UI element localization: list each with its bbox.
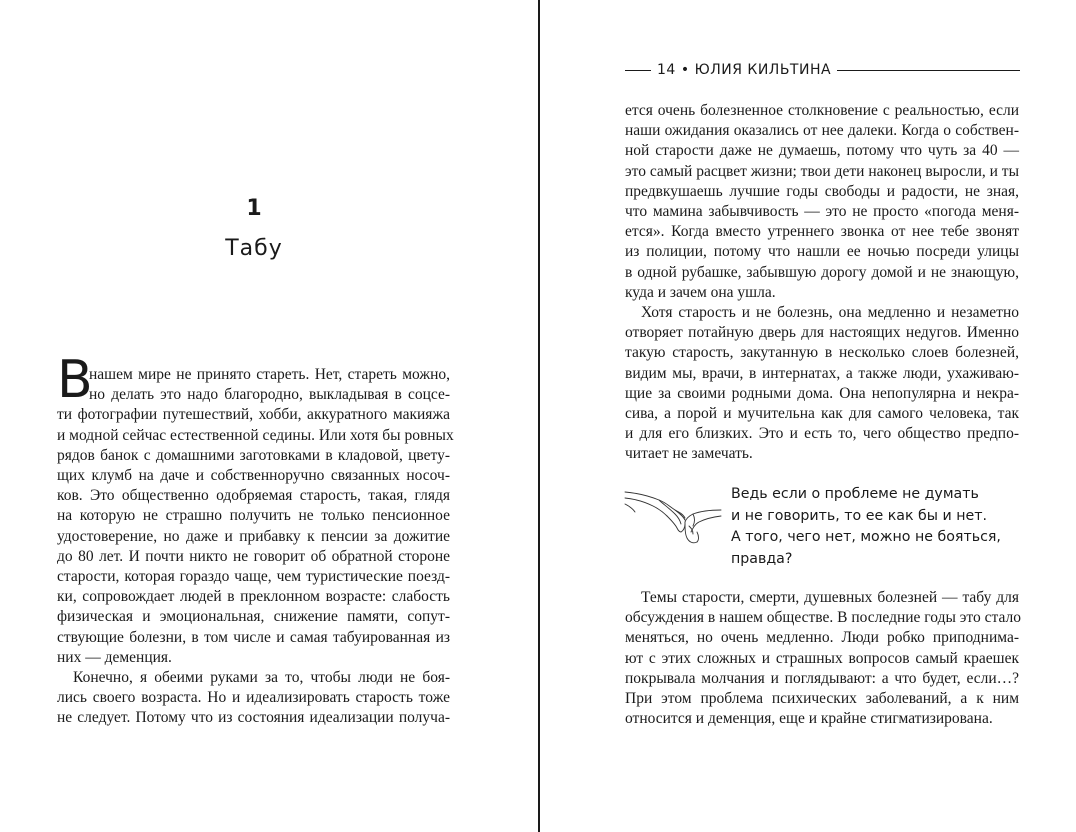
text-line: ют с этих сложных и страшных вопросов самый краешек [625,649,1019,667]
text-line: сива, а порой и мучительна как для самого человека, так [625,405,1019,423]
text-line: читает не замечать. [625,445,753,463]
pullquote-line: А того, чего нет, можно не бояться, [731,529,1001,546]
text-line: ется очень болезненное столкновение с реальностью, если [625,102,1019,119]
text-line: но делать это надо благородно, выкладывая в соцсе- [89,386,450,404]
running-head-bullet: • [680,62,690,78]
text-line: куда и зачем она ушла. [625,283,776,301]
right-body-text-top [625,101,1019,465]
text-line: в одной рубашке, забывшую дорогу домой и не знающую, [625,263,1019,281]
drop-cap: В [57,350,93,410]
running-head [625,60,1020,80]
right-body-text-bottom [625,588,1019,729]
text-line: ков. Это общественно одобряемая старость, такая, глядя [57,487,450,505]
text-line: При этом проблема психических заболеваний, а к ним [625,690,1019,708]
text-line: ется». Когда вместо утреннего звонка от нее тебе звонят [625,223,1019,241]
text-line: рядов банок с домашними заготовками в кладовой, цвету- [57,446,450,464]
author-name: ЮЛИЯ КИЛЬТИНА [694,62,832,78]
page-number: 14 [657,62,676,78]
text-line: и модной сейчас естественной седины. Или хотя бы ровных [57,426,454,444]
text-line: Конечно, я обеими руками за то, чтобы люди не боя- [73,669,450,687]
text-line: и для его близких. Это и есть то, чего общество предпо- [625,425,1019,443]
text-line: покрывала молчания и поглядывают: а что будет, если…? [625,669,1019,687]
text-line: Хотя старость и не болезнь, она медленно и незаметно [641,304,1019,322]
text-line: видим мы, врачи, в интернатах, а также люди, ухаживаю- [625,364,1019,382]
pullquote-line: и не говорить, то ее как бы и нет. [731,507,988,524]
chapter-number: 1 [246,196,262,221]
text-line: на которую не страшно получить не только пенсионное [57,507,450,525]
text-line: наши ожидания оказались от нее далеки. Когда о собствен- [625,122,1019,140]
running-head-rule [625,70,651,71]
text-line: предвкушаешь лучшие годы свободы и радости, не зная, [625,182,1019,200]
text-line: старости, которая гораздо чаще, чем туристические поезд- [57,568,450,586]
pullquote-line: Ведь если о проблеме не думать [731,486,979,502]
text-line: из полиции, потому что нашли ее ночью посреди улицы [625,243,1019,261]
text-line: ной старости даже не думаешь, потому что чуть за 40 — [625,142,1019,160]
text-line: Темы старости, смерти, душевных болезней — табу для [641,589,1019,606]
text-line: отворяет потайную дверь для настоящих недугов. Именно [625,324,1019,342]
text-line: лись своего возраста. Но и идеализировать старость тоже [57,689,450,707]
text-line: такую старость, закутанную в несколько слоев болезней, [625,344,1019,362]
text-line: них — деменция. [57,648,172,666]
text-line: щие за своими родными дома. Она непопулярна и некра- [625,384,1019,402]
text-line: ти фотографии путешествий, хобби, аккуратного макияжа [57,406,450,424]
hands-reaching-icon [623,484,723,554]
left-body-text [57,365,454,729]
text-line: нашем мире не принято стареть. Нет, стареть можно, [89,366,450,383]
text-line: что мамина забывчивость — это не просто «погода меня- [625,203,1019,221]
text-line: не следует. Потому что из состояния идеализации получа- [57,709,450,727]
text-line: это самый расцвет жизни; твои дети наконец выросли, и ты [625,162,1019,180]
text-line: относится и деменция, еще и крайне стигматизирована. [625,710,993,728]
pullquote [731,484,1001,570]
text-line: физическая и эмоциональная, снижение памяти, сопут- [57,608,450,626]
text-line: меняться, но очень медленно. Люди робко приподнима- [625,629,1019,647]
right-page [540,0,1076,832]
text-line: ки, сопровождает людей в преклонном возрасте: слабость [57,588,450,606]
text-line: обсуждения в нашем обществе. В последние годы это стало [625,609,1021,627]
text-line: до 80 лет. И почти никто не говорит об обратной стороне [57,547,450,565]
pullquote-line: правда? [731,550,793,567]
chapter-title: Табу [225,236,283,261]
text-line: удостоверение, но даже и прибавку к пенсии за дожитие [57,527,450,545]
text-line: ствующие болезни, в том числе и самая табуированная из [57,628,450,646]
text-line: щих клумб на даче и собственноручно связанных носоч- [57,467,450,485]
running-head-rule [837,70,1020,71]
